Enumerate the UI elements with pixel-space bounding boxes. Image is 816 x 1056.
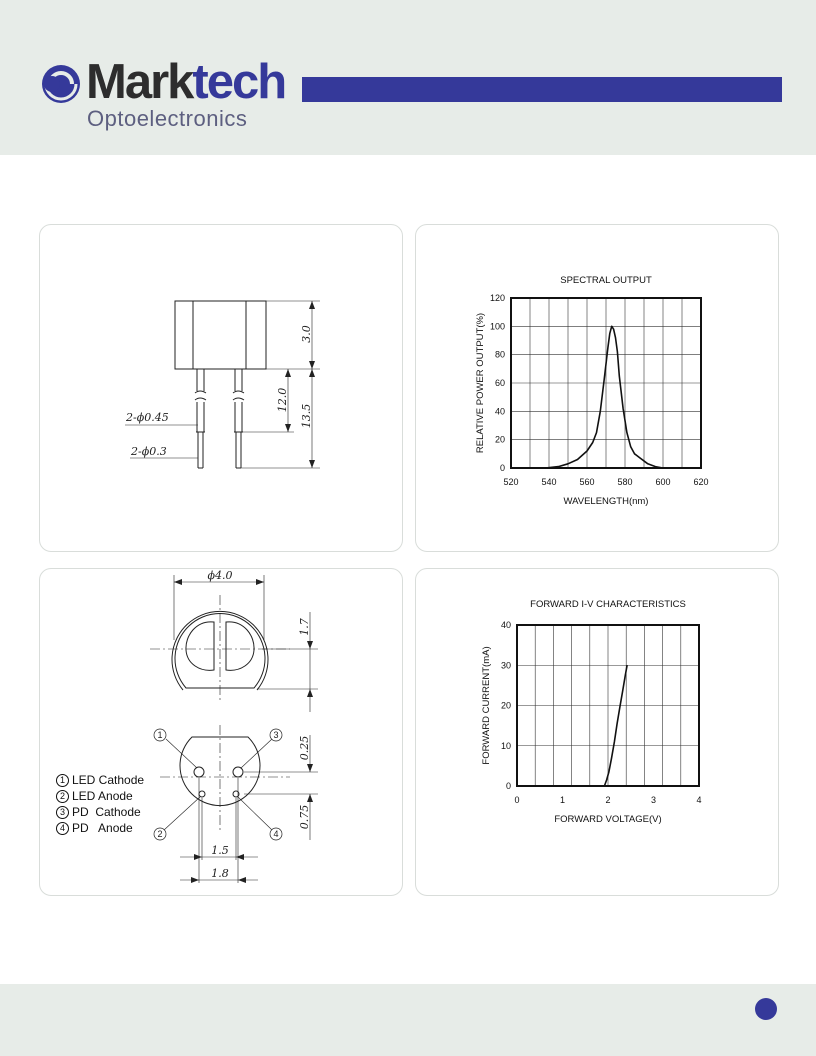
callout-4: 4 xyxy=(273,829,279,839)
x-tick-label: 520 xyxy=(503,477,519,487)
y-tick-label: 0 xyxy=(499,463,505,473)
dim-lead-narrow: 2-ϕ0.3 xyxy=(131,445,167,458)
callout-3: 3 xyxy=(273,730,279,740)
y-tick-label: 40 xyxy=(500,620,511,630)
dim-diameter: ϕ4.0 xyxy=(207,569,233,582)
y-tick-label: 100 xyxy=(489,321,505,332)
dim-lead-total: 13.5 xyxy=(300,403,313,429)
x-tick-label: 600 xyxy=(655,477,671,487)
footer-band xyxy=(0,984,816,1056)
legend-label: LED Cathode xyxy=(72,773,145,787)
legend-number: 1 xyxy=(56,774,69,787)
brand-name-part1: Mark xyxy=(86,55,193,109)
legend-label: PD Anode xyxy=(72,821,133,835)
x-tick-label: 3 xyxy=(650,795,657,805)
dim-offset-bottom: 0.75 xyxy=(298,804,311,830)
x-tick-label: 580 xyxy=(617,477,633,487)
chart-title: SPECTRAL OUTPUT xyxy=(560,275,652,286)
y-tick-label: 120 xyxy=(489,293,505,303)
dim-pitch-outer: 1.8 xyxy=(211,867,229,880)
dim-top-height: 1.7 xyxy=(298,618,311,636)
callout-1: 1 xyxy=(157,730,163,740)
x-tick-label: 560 xyxy=(579,477,595,487)
y-tick-label: 20 xyxy=(500,700,511,711)
y-tick-label: 10 xyxy=(500,740,511,751)
legend-number: 3 xyxy=(56,806,69,819)
x-tick-label: 620 xyxy=(693,477,709,487)
dim-lead-upper: 12.0 xyxy=(276,387,289,413)
y-tick-label: 20 xyxy=(494,434,505,445)
x-tick-label: 1 xyxy=(559,795,566,805)
y-tick-label: 30 xyxy=(500,660,511,671)
x-tick-label: 0 xyxy=(514,795,520,805)
legend-number: 2 xyxy=(56,790,69,803)
y-tick-label: 80 xyxy=(494,349,505,360)
legend-label: PD Cathode xyxy=(72,805,141,819)
y-tick-label: 40 xyxy=(494,406,505,417)
x-axis-label: FORWARD VOLTAGE(V) xyxy=(554,814,662,825)
dim-body-height: 3.0 xyxy=(300,325,313,343)
y-tick-label: 0 xyxy=(505,781,511,791)
dim-lead-wide: 2-ϕ0.45 xyxy=(126,411,169,424)
chart-title: FORWARD I-V CHARACTERISTICS xyxy=(530,599,686,610)
y-axis-label: RELATIVE POWER OUTPUT(%) xyxy=(475,312,486,454)
dim-pitch-inner: 1.5 xyxy=(211,844,229,857)
x-axis-label: WAVELENGTH(nm) xyxy=(563,496,649,507)
brand-name-part2: tech xyxy=(192,55,286,109)
brand-subtitle: Optoelectronics xyxy=(87,106,248,131)
y-axis-label: FORWARD CURRENT(mA) xyxy=(481,646,492,765)
x-tick-label: 540 xyxy=(541,477,557,487)
x-tick-label: 2 xyxy=(605,795,611,805)
x-tick-label: 4 xyxy=(696,795,702,805)
callout-2: 2 xyxy=(157,829,163,839)
legend-number: 4 xyxy=(56,822,69,835)
y-tick-label: 60 xyxy=(494,378,505,388)
dim-offset-top: 0.25 xyxy=(298,735,311,761)
legend-label: LED Anode xyxy=(72,789,133,803)
page-marker-dot xyxy=(755,998,777,1020)
